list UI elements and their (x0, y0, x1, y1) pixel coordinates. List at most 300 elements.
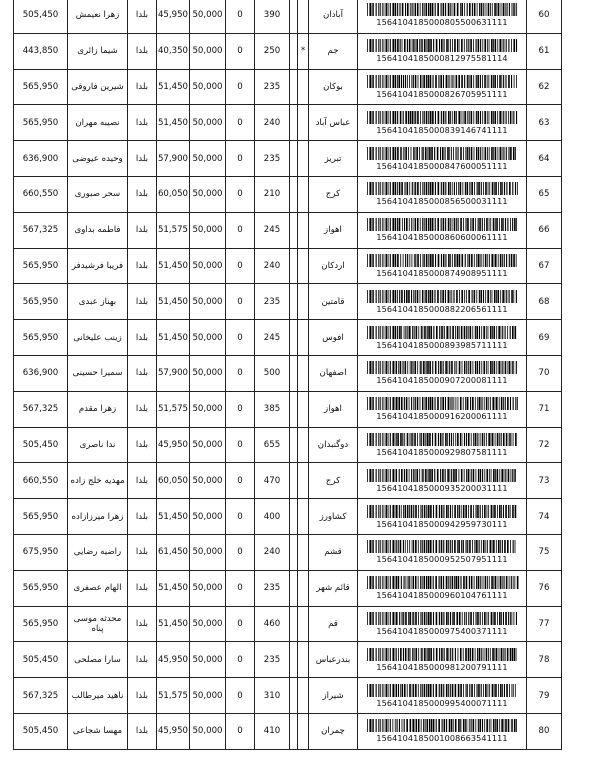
empty-cell (290, 534, 298, 570)
barcode-cell (358, 320, 527, 356)
total-amount-cell: 636,900 (14, 355, 68, 391)
row-number-cell: 70 (527, 355, 562, 391)
base-amount-cell: 50,000 (190, 33, 226, 69)
barcode (358, 182, 526, 206)
barcode (358, 75, 526, 99)
weight-cell: 235 (255, 141, 290, 177)
recipient-name-cell: سمیرا حسینی (68, 355, 128, 391)
weight-cell: 240 (255, 248, 290, 284)
barcode-number: 1564104185000995400071111 (376, 697, 508, 708)
table-row (14, 320, 562, 356)
weight-cell: 400 (255, 499, 290, 535)
total-amount-cell: 443,850 (14, 33, 68, 69)
barcode-bars-icon (365, 612, 519, 625)
weight-cell: 310 (255, 678, 290, 714)
destination-city-cell: عباس آباد (309, 105, 358, 141)
weight-cell: 500 (255, 355, 290, 391)
type-cell: بلدا (128, 355, 157, 391)
recipient-name-cell: راضیه رضایی (68, 534, 128, 570)
destination-city-cell: اصفهان (309, 355, 358, 391)
type-cell: بلدا (128, 212, 157, 248)
total-amount-cell: 567,325 (14, 212, 68, 248)
barcode-number: 1564104185000847600051111 (376, 160, 508, 171)
table-row (14, 141, 562, 177)
total-amount-cell: 505,450 (14, 427, 68, 463)
fee-amount-cell: 45,950 (157, 0, 190, 33)
destination-city-cell: قم (309, 606, 358, 642)
fee-amount-cell: 51,575 (157, 212, 190, 248)
recipient-name-cell: وحیده عیوضی (68, 141, 128, 177)
base-amount-cell: 50,000 (190, 606, 226, 642)
barcode-bars-icon (365, 326, 519, 339)
mark-cell (298, 606, 309, 642)
barcode-number: 1564104185000826705951111 (376, 88, 508, 99)
weight-cell: 245 (255, 212, 290, 248)
empty-cell (290, 284, 298, 320)
destination-city-cell: اهواز (309, 212, 358, 248)
extra-amount-cell: 0 (226, 141, 255, 177)
type-cell: بلدا (128, 534, 157, 570)
barcode-bars-icon (365, 361, 519, 374)
weight-cell: 655 (255, 427, 290, 463)
extra-amount-cell: 0 (226, 284, 255, 320)
empty-cell (290, 248, 298, 284)
barcode (358, 648, 526, 672)
barcode-bars-icon (365, 290, 519, 303)
barcode-number: 1564104185000975400371111 (376, 625, 508, 636)
barcode-number: 1564104185000839146741111 (376, 124, 508, 135)
total-amount-cell: 636,900 (14, 141, 68, 177)
barcode (358, 111, 526, 135)
barcode-bars-icon (365, 397, 519, 410)
empty-cell (290, 212, 298, 248)
recipient-name-cell: ندا ناصری (68, 427, 128, 463)
barcode-cell (358, 427, 527, 463)
barcode-cell (358, 248, 527, 284)
base-amount-cell: 50,000 (190, 570, 226, 606)
barcode (358, 684, 526, 708)
table-row (14, 69, 562, 105)
barcode (358, 3, 526, 27)
barcode-bars-icon (365, 505, 519, 518)
table-row (14, 248, 562, 284)
barcode-cell (358, 678, 527, 714)
barcode-cell (358, 463, 527, 499)
barcode-bars-icon (365, 75, 519, 88)
table-row (14, 606, 562, 642)
barcode (358, 397, 526, 421)
total-amount-cell: 567,325 (14, 678, 68, 714)
recipient-name-cell: مهسا شجاعی (68, 713, 128, 749)
mark-cell (298, 570, 309, 606)
barcode-cell (358, 355, 527, 391)
type-cell: بلدا (128, 141, 157, 177)
mark-cell: * (298, 33, 309, 69)
type-cell: بلدا (128, 606, 157, 642)
fee-amount-cell: 51,450 (157, 105, 190, 141)
fee-amount-cell: 51,575 (157, 391, 190, 427)
mark-cell (298, 0, 309, 33)
extra-amount-cell: 0 (226, 0, 255, 33)
mark-cell (298, 678, 309, 714)
table-row (14, 284, 562, 320)
fee-amount-cell: 51,450 (157, 606, 190, 642)
recipient-name-cell: زینب علیخانی (68, 320, 128, 356)
fee-amount-cell: 60,050 (157, 176, 190, 212)
barcode-cell (358, 105, 527, 141)
row-number-cell: 66 (527, 212, 562, 248)
fee-amount-cell: 51,450 (157, 499, 190, 535)
row-number-cell: 69 (527, 320, 562, 356)
mark-cell (298, 320, 309, 356)
empty-cell (290, 320, 298, 356)
barcode (358, 39, 526, 63)
table-row (14, 570, 562, 606)
recipient-name-cell: فریبا فرشیدفر (68, 248, 128, 284)
extra-amount-cell: 0 (226, 105, 255, 141)
row-number-cell: 73 (527, 463, 562, 499)
base-amount-cell: 50,000 (190, 713, 226, 749)
barcode-bars-icon (365, 254, 519, 267)
barcode-cell (358, 33, 527, 69)
type-cell: بلدا (128, 642, 157, 678)
base-amount-cell: 50,000 (190, 320, 226, 356)
type-cell: بلدا (128, 248, 157, 284)
recipient-name-cell: بهناز عبدی (68, 284, 128, 320)
fee-amount-cell: 45,950 (157, 642, 190, 678)
empty-cell (290, 355, 298, 391)
table-row (14, 463, 562, 499)
fee-amount-cell: 60,050 (157, 463, 190, 499)
row-number-cell: 61 (527, 33, 562, 69)
total-amount-cell: 505,450 (14, 0, 68, 33)
base-amount-cell: 50,000 (190, 534, 226, 570)
recipient-name-cell: زهرا نعیمش (68, 0, 128, 33)
empty-cell (290, 69, 298, 105)
table-row (14, 499, 562, 535)
destination-city-cell: بوکان (309, 69, 358, 105)
fee-amount-cell: 51,575 (157, 678, 190, 714)
barcode-cell (358, 284, 527, 320)
barcode (358, 469, 526, 493)
barcode-number: 1564104185001008663541111 (376, 733, 508, 744)
empty-cell (290, 606, 298, 642)
barcode (358, 612, 526, 636)
row-number-cell: 78 (527, 642, 562, 678)
barcode-cell (358, 499, 527, 535)
barcode (358, 218, 526, 242)
row-number-cell: 65 (527, 176, 562, 212)
barcode (358, 576, 526, 600)
total-amount-cell: 565,950 (14, 499, 68, 535)
destination-city-cell: اردکان (309, 248, 358, 284)
empty-cell (290, 713, 298, 749)
barcode-cell (358, 570, 527, 606)
table-row (14, 534, 562, 570)
barcode-number: 1564104185000916200061111 (376, 411, 508, 422)
barcode-number: 1564104185000882206561111 (376, 303, 508, 314)
mark-cell (298, 284, 309, 320)
total-amount-cell: 660,550 (14, 176, 68, 212)
barcode-cell (358, 606, 527, 642)
base-amount-cell: 50,000 (190, 427, 226, 463)
barcode-number: 1564104185000952507951111 (376, 554, 508, 565)
barcode-bars-icon (365, 3, 519, 16)
recipient-name-cell: سحر صبوری (68, 176, 128, 212)
destination-city-cell: دوگنبدان (309, 427, 358, 463)
type-cell: بلدا (128, 713, 157, 749)
mark-cell (298, 105, 309, 141)
barcode-cell (358, 176, 527, 212)
mark-cell (298, 141, 309, 177)
recipient-name-cell: زهرا مقدم (68, 391, 128, 427)
shipment-table (13, 0, 562, 750)
total-amount-cell: 505,450 (14, 642, 68, 678)
base-amount-cell: 50,000 (190, 284, 226, 320)
weight-cell: 390 (255, 0, 290, 33)
weight-cell: 470 (255, 463, 290, 499)
extra-amount-cell: 0 (226, 355, 255, 391)
base-amount-cell: 50,000 (190, 105, 226, 141)
barcode-bars-icon (365, 147, 519, 160)
type-cell: بلدا (128, 499, 157, 535)
mark-cell (298, 713, 309, 749)
fee-amount-cell: 57,900 (157, 141, 190, 177)
barcode-bars-icon (365, 576, 519, 589)
barcode-cell (358, 141, 527, 177)
table-row (14, 642, 562, 678)
mark-cell (298, 642, 309, 678)
total-amount-cell: 660,550 (14, 463, 68, 499)
empty-cell (290, 391, 298, 427)
barcode (358, 719, 526, 743)
row-number-cell: 75 (527, 534, 562, 570)
barcode-number: 1564104185000812975581114 (376, 53, 508, 64)
fee-amount-cell: 45,950 (157, 713, 190, 749)
total-amount-cell: 565,950 (14, 248, 68, 284)
extra-amount-cell: 0 (226, 212, 255, 248)
extra-amount-cell: 0 (226, 248, 255, 284)
weight-cell: 410 (255, 713, 290, 749)
mark-cell (298, 463, 309, 499)
weight-cell: 460 (255, 606, 290, 642)
base-amount-cell: 50,000 (190, 391, 226, 427)
total-amount-cell: 567,325 (14, 391, 68, 427)
row-number-cell: 67 (527, 248, 562, 284)
row-number-cell: 60 (527, 0, 562, 33)
destination-city-cell: قامتین (309, 284, 358, 320)
recipient-name-cell: نصیبه مهران (68, 105, 128, 141)
base-amount-cell: 50,000 (190, 642, 226, 678)
barcode-cell (358, 534, 527, 570)
row-number-cell: 72 (527, 427, 562, 463)
recipient-name-cell: الهام عصفری (68, 570, 128, 606)
fee-amount-cell: 51,450 (157, 248, 190, 284)
extra-amount-cell: 0 (226, 570, 255, 606)
barcode-bars-icon (365, 540, 519, 553)
total-amount-cell: 675,950 (14, 534, 68, 570)
destination-city-cell: کرج (309, 463, 358, 499)
total-amount-cell: 565,950 (14, 570, 68, 606)
base-amount-cell: 50,000 (190, 463, 226, 499)
extra-amount-cell: 0 (226, 320, 255, 356)
table-row (14, 391, 562, 427)
weight-cell: 210 (255, 176, 290, 212)
empty-cell (290, 463, 298, 499)
destination-city-cell: کشاورز (309, 499, 358, 535)
total-amount-cell: 565,950 (14, 606, 68, 642)
base-amount-cell: 50,000 (190, 499, 226, 535)
extra-amount-cell: 0 (226, 33, 255, 69)
destination-city-cell: اهواز (309, 391, 358, 427)
extra-amount-cell: 0 (226, 606, 255, 642)
barcode-bars-icon (365, 648, 519, 661)
type-cell: بلدا (128, 427, 157, 463)
base-amount-cell: 50,000 (190, 0, 226, 33)
fee-amount-cell: 40,350 (157, 33, 190, 69)
row-number-cell: 76 (527, 570, 562, 606)
total-amount-cell: 565,950 (14, 320, 68, 356)
base-amount-cell: 50,000 (190, 176, 226, 212)
barcode-bars-icon (365, 218, 519, 231)
fee-amount-cell: 51,450 (157, 284, 190, 320)
weight-cell: 385 (255, 391, 290, 427)
barcode-bars-icon (365, 719, 519, 732)
empty-cell (290, 33, 298, 69)
destination-city-cell: کرج (309, 176, 358, 212)
type-cell: بلدا (128, 678, 157, 714)
weight-cell: 235 (255, 570, 290, 606)
recipient-name-cell: شیما زائری (68, 33, 128, 69)
recipient-name-cell: مهدیه خلج زاده (68, 463, 128, 499)
type-cell: بلدا (128, 69, 157, 105)
recipient-name-cell: فاطمه بداوی (68, 212, 128, 248)
type-cell: بلدا (128, 0, 157, 33)
empty-cell (290, 427, 298, 463)
weight-cell: 240 (255, 534, 290, 570)
mark-cell (298, 499, 309, 535)
type-cell: بلدا (128, 320, 157, 356)
fee-amount-cell: 51,450 (157, 69, 190, 105)
table-row (14, 678, 562, 714)
extra-amount-cell: 0 (226, 69, 255, 105)
row-number-cell: 74 (527, 499, 562, 535)
barcode-number: 1564104185000935200031111 (376, 482, 508, 493)
table-row (14, 427, 562, 463)
barcode-number: 1564104185000960104761111 (376, 590, 508, 601)
barcode-cell (358, 0, 527, 33)
barcode (358, 540, 526, 564)
fee-amount-cell: 61,450 (157, 534, 190, 570)
type-cell: بلدا (128, 33, 157, 69)
base-amount-cell: 50,000 (190, 69, 226, 105)
destination-city-cell: قائم شهر (309, 570, 358, 606)
total-amount-cell: 505,450 (14, 713, 68, 749)
extra-amount-cell: 0 (226, 713, 255, 749)
extra-amount-cell: 0 (226, 391, 255, 427)
barcode-number: 1564104185000860600061111 (376, 232, 508, 243)
barcode-bars-icon (365, 684, 519, 697)
row-number-cell: 79 (527, 678, 562, 714)
barcode-cell (358, 642, 527, 678)
barcode-number: 1564104185000856500031111 (376, 196, 508, 207)
barcode-number: 1564104185000893985711111 (376, 339, 508, 350)
table-body (14, 0, 562, 749)
row-number-cell: 77 (527, 606, 562, 642)
barcode-cell (358, 69, 527, 105)
type-cell: بلدا (128, 284, 157, 320)
total-amount-cell: 565,950 (14, 284, 68, 320)
extra-amount-cell: 0 (226, 534, 255, 570)
table-row (14, 176, 562, 212)
mark-cell (298, 427, 309, 463)
mark-cell (298, 69, 309, 105)
table-row (14, 0, 562, 33)
base-amount-cell: 50,000 (190, 355, 226, 391)
barcode-number: 1564104185000981200791111 (376, 661, 508, 672)
recipient-name-cell: سارا مصلحی (68, 642, 128, 678)
fee-amount-cell: 51,450 (157, 320, 190, 356)
type-cell: بلدا (128, 176, 157, 212)
barcode-cell (358, 212, 527, 248)
barcode-number: 1564104185000805500631111 (376, 17, 508, 28)
barcode (358, 361, 526, 385)
barcode (358, 326, 526, 350)
empty-cell (290, 642, 298, 678)
barcode-bars-icon (365, 433, 519, 446)
row-number-cell: 62 (527, 69, 562, 105)
row-number-cell: 80 (527, 713, 562, 749)
weight-cell: 250 (255, 33, 290, 69)
barcode-cell (358, 713, 527, 749)
recipient-name-cell: ناهید میرطالب (68, 678, 128, 714)
base-amount-cell: 50,000 (190, 678, 226, 714)
empty-cell (290, 141, 298, 177)
barcode-bars-icon (365, 39, 519, 52)
empty-cell (290, 176, 298, 212)
mark-cell (298, 391, 309, 427)
table-row (14, 355, 562, 391)
extra-amount-cell: 0 (226, 176, 255, 212)
base-amount-cell: 50,000 (190, 248, 226, 284)
destination-city-cell: شیراز (309, 678, 358, 714)
extra-amount-cell: 0 (226, 642, 255, 678)
empty-cell (290, 105, 298, 141)
weight-cell: 245 (255, 320, 290, 356)
type-cell: بلدا (128, 105, 157, 141)
mark-cell (298, 355, 309, 391)
destination-city-cell: بندرعباس (309, 642, 358, 678)
weight-cell: 235 (255, 642, 290, 678)
extra-amount-cell: 0 (226, 463, 255, 499)
destination-city-cell: افوس (309, 320, 358, 356)
barcode-number: 1564104185000942959730111 (376, 518, 508, 529)
mark-cell (298, 176, 309, 212)
destination-city-cell: چمران (309, 713, 358, 749)
empty-cell (290, 499, 298, 535)
extra-amount-cell: 0 (226, 427, 255, 463)
row-number-cell: 68 (527, 284, 562, 320)
barcode-number: 1564104185000907200081111 (376, 375, 508, 386)
mark-cell (298, 248, 309, 284)
type-cell: بلدا (128, 570, 157, 606)
barcode (358, 254, 526, 278)
recipient-name-cell: شیرین فاروقی (68, 69, 128, 105)
mark-cell (298, 534, 309, 570)
barcode-bars-icon (365, 182, 519, 195)
barcode (358, 433, 526, 457)
weight-cell: 235 (255, 284, 290, 320)
